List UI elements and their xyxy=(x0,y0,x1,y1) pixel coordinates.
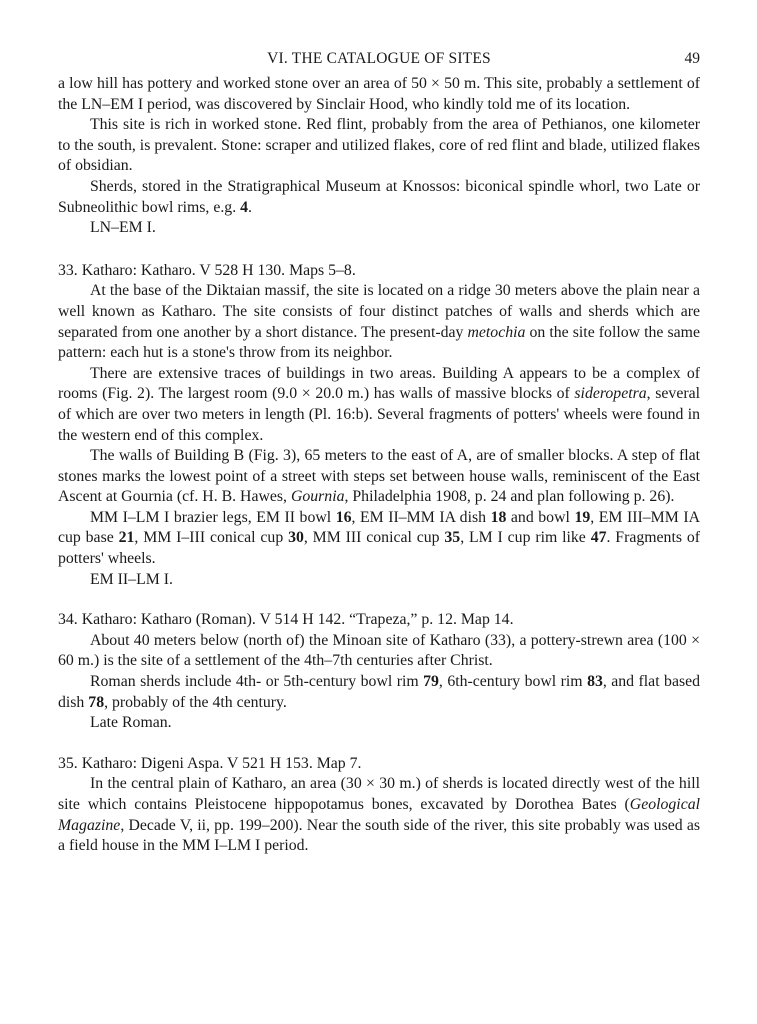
catalogue-ref: 21 xyxy=(118,529,135,547)
catalogue-ref: 78 xyxy=(88,693,105,711)
continued-paragraph-2: This site is rich in worked stone. Red flint, probably from the area of Pethianos, one kilometer to the south, is prevalent. Stone: scraper and utilized flakes, core of red flint and blade, utilized flakes of obsidian. xyxy=(58,116,700,175)
entry-33-dating: EM II–LM I. xyxy=(90,570,173,588)
catalogue-ref: 4 xyxy=(240,198,248,216)
page-header xyxy=(58,50,700,74)
catalogue-ref: 47 xyxy=(590,529,607,547)
entry-33-heading: 33. Katharo: Katharo. V 528 H 130. Maps 5–8. xyxy=(58,261,356,279)
page xyxy=(58,50,700,857)
entry-33-finds: MM I–LM I brazier legs, EM II bowl 16, EM II–MM IA dish 18 and bowl 19, EM III–MM IA cup base 21, MM I–III conical cup 30, MM III conical cup 35, LM I cup rim like 47. Fragments of potters' wheels. xyxy=(58,508,700,568)
continued-dating: LN–EM I. xyxy=(90,219,156,237)
entry-34-dating: Late Roman. xyxy=(90,714,172,732)
running-title: VI. THE CATALOGUE OF SITES xyxy=(267,50,491,67)
entry-35-paragraph-1: In the central plain of Katharo, an area (30 × 30 m.) of sherds is located directly west of the hill site which contains Pleistocene hippopotamus bones, excavated by Dorothea Bates (Geological Magazine, Decade V, ii, pp. 199–200). Near the south side of the river, this site probably was used as a field house in the MM I–LM I period. xyxy=(58,775,700,855)
entry-34-heading: 34. Katharo: Katharo (Roman). V 514 H 142. “Trapeza,” p. 12. Map 14. xyxy=(58,611,514,629)
catalogue-ref: 30 xyxy=(288,529,304,547)
entry-35-heading: 35. Katharo: Digeni Aspa. V 521 H 153. Map 7. xyxy=(58,754,362,772)
page-number: 49 xyxy=(684,50,700,67)
entry-33-paragraph-3: The walls of Building B (Fig. 3), 65 meters to the east of A, are of smaller blocks. A step of flat stones marks the lowest point of a street with steps set between house walls, reminiscent of the East Ascent at Gournia (cf. H. B. Hawes, Gournia, Philadelphia 1908, p. 24 and plan following p. 26). xyxy=(58,447,700,506)
continued-paragraph-3: Sherds, stored in the Stratigraphical Museum at Knossos: biconical spindle whorl, two Late or Subneolithic bowl rims, e.g. 4. xyxy=(58,177,700,216)
catalogue-ref: 79 xyxy=(423,673,439,691)
continued-paragraph-1: a low hill has pottery and worked stone over an area of 50 × 50 m. This site, probably a settlement of the LN–EM I period, was discovered by Sinclair Hood, who kindly told me of its location. xyxy=(58,75,700,113)
catalogue-ref: 35 xyxy=(444,529,461,547)
entry-33-paragraph-1: At the base of the Diktaian massif, the site is located on a ridge 30 meters above the plain near a well known as Katharo. The site consists of four distinct patches of walls and sherds which are separated from one another by a short distance. The present-day metochia on the site follow the same pattern: each hut is a stone's throw from its neighbor. xyxy=(58,282,700,362)
entry-34-finds: Roman sherds include 4th- or 5th-century bowl rim 79, 6th-century bowl rim 83, and flat based dish 78, probably of the 4th century. xyxy=(58,673,701,711)
catalogue-ref: 18 xyxy=(490,508,507,526)
catalogue-ref: 83 xyxy=(587,673,603,691)
catalogue-ref: 19 xyxy=(574,508,591,526)
entry-33-paragraph-2: There are extensive traces of buildings in two areas. Building A appears to be a complex of rooms (Fig. 2). The largest room (9.0 × 20.0 m.) has walls of massive blocks of sideropetra, several of which are over two meters in length (Pl. 16:b). Several fragments of potters' wheels were found in the western end of this complex. xyxy=(58,364,700,444)
catalogue-ref: 16 xyxy=(335,508,352,526)
entry-34-paragraph-1: About 40 meters below (north of) the Minoan site of Katharo (33), a pottery-strewn area (100 × 60 m.) is the site of a settlement of the 4th–7th centuries after Christ. xyxy=(58,631,700,670)
